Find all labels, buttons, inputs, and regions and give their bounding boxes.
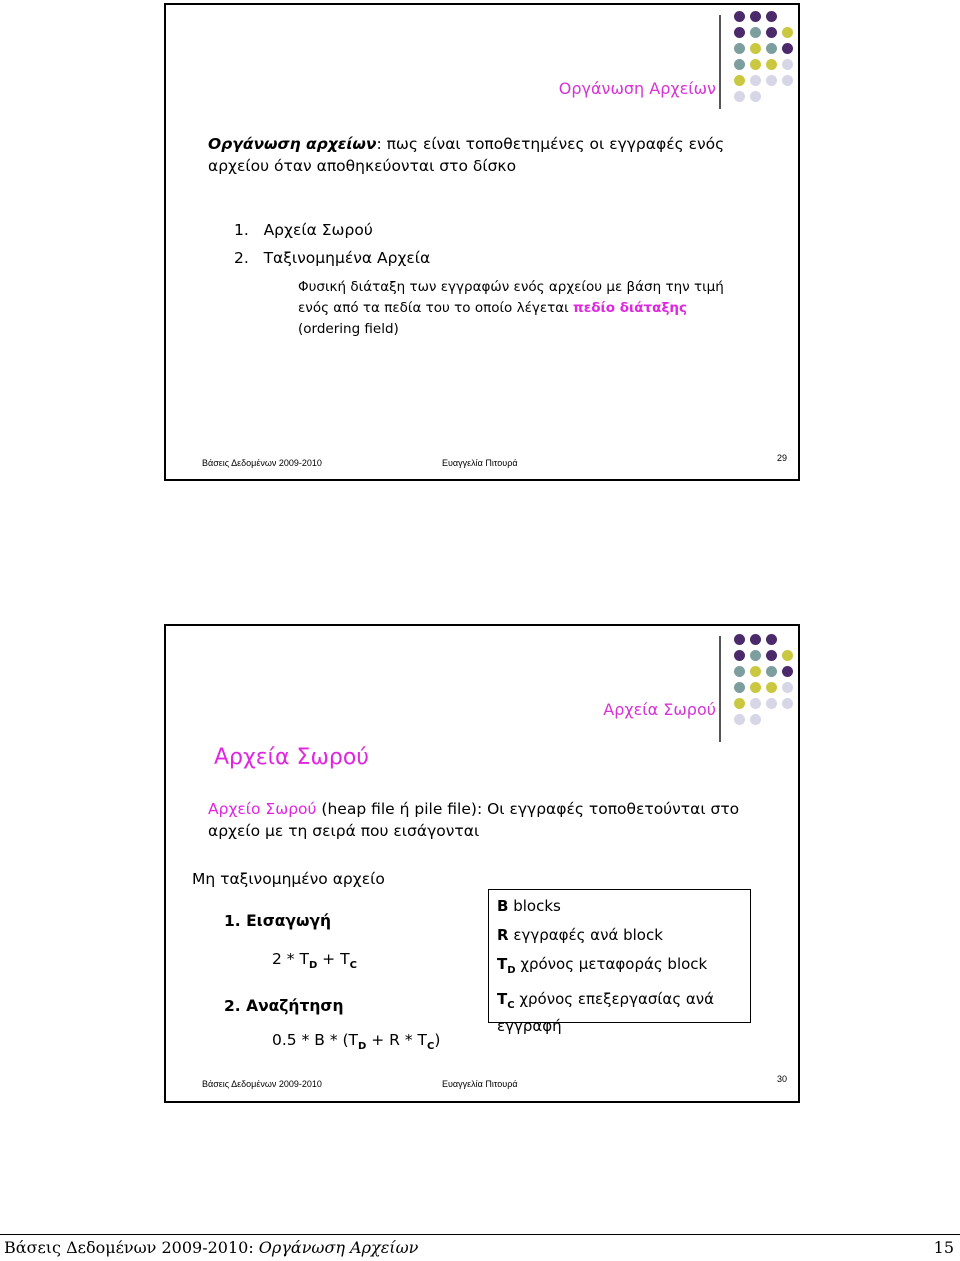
- slide-divider-line: [719, 636, 721, 742]
- decorative-dot: [750, 698, 761, 709]
- decorative-dot: [734, 91, 745, 102]
- footer-course: Βάσεις Δεδομένων 2009-2010: [202, 458, 322, 468]
- decorative-dot: [782, 43, 793, 54]
- legend-text: χρόνος επεξεργασίας ανά: [514, 990, 715, 1008]
- slide-divider-line: [719, 15, 721, 109]
- formula-subscript: C: [427, 1041, 435, 1052]
- decorative-dot: [734, 714, 745, 725]
- slide-30: [164, 624, 800, 1103]
- formula-part: 2 * T: [272, 950, 309, 968]
- legend-row-records: [497, 921, 742, 950]
- decorative-dot: [766, 634, 777, 645]
- list-item: [234, 247, 430, 269]
- legend-symbol: T: [497, 990, 508, 1008]
- search-operation-label: 2. Αναζήτηση: [224, 997, 344, 1015]
- decorative-dot: [750, 682, 761, 693]
- heap-term: Αρχείο Σωρού: [208, 800, 317, 818]
- page-number: 15: [933, 1238, 954, 1257]
- decorative-dot: [750, 91, 761, 102]
- page-footer-title: [4, 1238, 418, 1257]
- ordering-description-line-3: (ordering field): [298, 321, 399, 337]
- list-number: 2.: [234, 249, 249, 267]
- intro-rest: : πως είναι τοποθετημένες οι εγγραφές ενός: [376, 135, 725, 153]
- list-label: Αρχεία Σωρού: [263, 221, 373, 239]
- legend-symbol: T: [497, 955, 508, 973]
- decorative-dot: [734, 698, 745, 709]
- decorative-dot: [782, 650, 793, 661]
- decorative-dot: [734, 666, 745, 677]
- decorative-dot: [750, 59, 761, 70]
- formula-part: 0.5 * B * (T: [272, 1031, 359, 1049]
- insert-cost-formula: [272, 948, 357, 977]
- ordering-description-line-1: Φυσική διάταξη των εγγραφών ενός αρχείου με βάση την τιμή: [298, 279, 724, 295]
- legend-text: εγγραφές ανά block: [508, 926, 663, 944]
- legend-row-transfer-time: [497, 950, 742, 985]
- intro-paragraph: [208, 133, 724, 155]
- legend-symbol: R: [497, 926, 509, 944]
- footer-course: Βάσεις Δεδομένων 2009-2010: [202, 1079, 322, 1089]
- decorative-dot: [750, 666, 761, 677]
- decorative-dot: [766, 666, 777, 677]
- desc-text: ενός από τα πεδία του το οποίο λέγεται: [298, 300, 574, 316]
- page-footer: [0, 1234, 960, 1261]
- decorative-dot: [766, 698, 777, 709]
- decorative-dot: [750, 634, 761, 645]
- legend-row-processing-time: [497, 985, 742, 1036]
- legend-symbol: B: [497, 897, 509, 915]
- decorative-dot: [766, 59, 777, 70]
- decorative-dot: [766, 650, 777, 661]
- decorative-dot: [766, 27, 777, 38]
- decorative-dot: [782, 27, 793, 38]
- legend-text: εγγραφή: [497, 1017, 562, 1035]
- notation-legend-box: [488, 889, 751, 1035]
- decorative-dot: [750, 43, 761, 54]
- decorative-dot: [750, 714, 761, 725]
- formula-subscript: C: [349, 960, 357, 971]
- decorative-dot: [734, 634, 745, 645]
- decorative-dot: [766, 43, 777, 54]
- intro-line-2: αρχείου όταν αποθηκεύονται στο δίσκο: [208, 157, 517, 175]
- decorative-dot: [734, 11, 745, 22]
- formula-part: + T: [317, 950, 350, 968]
- decorative-dot: [766, 682, 777, 693]
- page-footer-topic: Οργάνωση Αρχείων: [258, 1238, 419, 1257]
- decorative-dot: [734, 43, 745, 54]
- unsorted-subtitle: Μη ταξινομημένο αρχείο: [192, 870, 385, 888]
- list-item: [234, 219, 373, 241]
- decorative-dot: [750, 650, 761, 661]
- legend-text: blocks: [508, 897, 561, 915]
- legend-subscript: D: [507, 965, 516, 976]
- footer-author: Ευαγγελία Πιτουρά: [442, 1079, 518, 1089]
- intro-term: Οργάνωση αρχείων: [208, 135, 377, 153]
- slide-page-number: 29: [777, 453, 788, 463]
- decorative-dot: [766, 11, 777, 22]
- footer-author: Ευαγγελία Πιτουρά: [442, 458, 518, 468]
- formula-part: ): [434, 1031, 441, 1049]
- slide-corner-title: Οργάνωση Αρχείων: [558, 79, 716, 98]
- search-cost-formula: [272, 1029, 440, 1058]
- list-label: Ταξινομημένα Αρχεία: [263, 249, 431, 267]
- decorative-dot: [750, 11, 761, 22]
- ordering-field-term: πεδίο διάταξης: [573, 300, 688, 316]
- decorative-dot: [734, 75, 745, 86]
- decorative-dot: [766, 75, 777, 86]
- decorative-dot: [782, 682, 793, 693]
- legend-subscript: C: [507, 1000, 515, 1011]
- slide-29: [164, 3, 800, 481]
- legend-row-blocks: [497, 892, 742, 921]
- ordering-description-line-2: [298, 299, 687, 318]
- decorative-dot: [750, 27, 761, 38]
- decorative-dot: [750, 75, 761, 86]
- formula-part: + R * T: [366, 1031, 428, 1049]
- decorative-dot: [734, 682, 745, 693]
- heap-definition-line-2: αρχείο με τη σειρά που εισάγονται: [208, 822, 480, 840]
- slide-page-number: 30: [777, 1074, 788, 1084]
- heap-definition: [208, 798, 739, 820]
- formula-subscript: D: [358, 1041, 367, 1052]
- decorative-dot: [782, 75, 793, 86]
- decorative-dot: [734, 650, 745, 661]
- slide-corner-title: Αρχεία Σωρού: [603, 700, 716, 719]
- heap-definition-text: (heap file ή pile file): Οι εγγραφές τοποθετούνται στο: [316, 800, 740, 818]
- decorative-dot: [782, 698, 793, 709]
- list-number: 1.: [234, 221, 249, 239]
- insert-operation-label: 1. Εισαγωγή: [224, 912, 332, 930]
- page-footer-course: Βάσεις Δεδομένων 2009-2010:: [4, 1238, 259, 1257]
- formula-subscript: D: [308, 960, 318, 971]
- decorative-dot: [782, 666, 793, 677]
- legend-text: χρόνος μεταφοράς block: [515, 955, 708, 973]
- decorative-dot: [734, 27, 745, 38]
- decorative-dot: [734, 59, 745, 70]
- decorative-dot: [782, 59, 793, 70]
- slide-main-title: Αρχεία Σωρού: [214, 745, 370, 770]
